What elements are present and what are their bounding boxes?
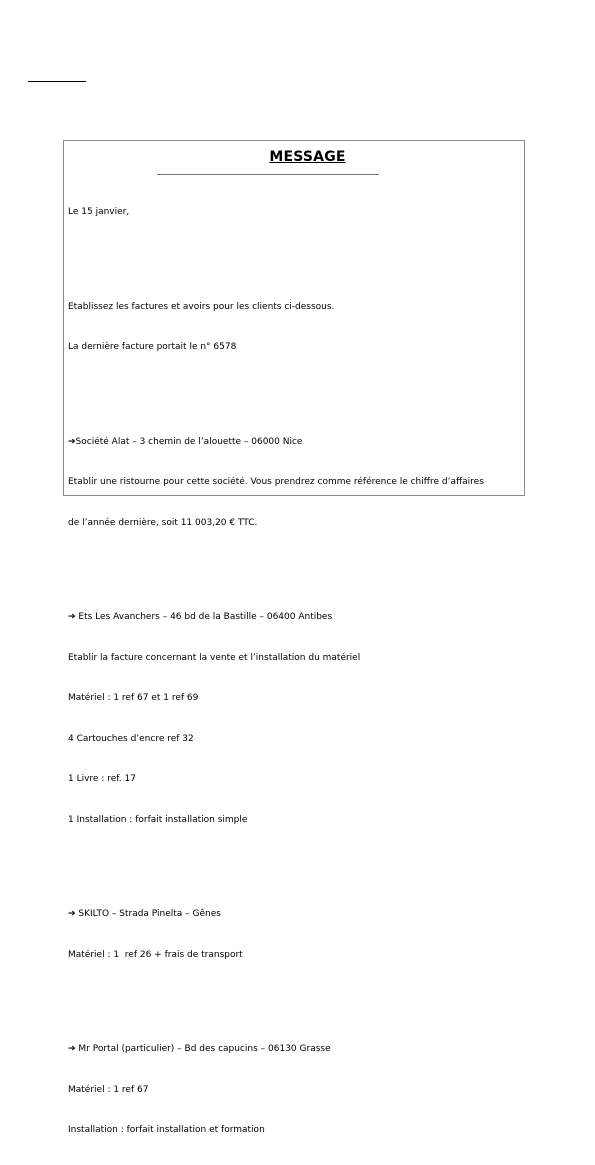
client-portal-line: Matériel : 1 ref 67 <box>68 1084 149 1095</box>
client-alat-line: Etablir une ristourne pour cette société. Vous prendrez comme référence le chiffre d’affaires <box>68 477 484 487</box>
spacer <box>68 854 522 868</box>
spacer <box>68 382 522 396</box>
client-portal-line: Installation : forfait installation et formation <box>68 1125 265 1135</box>
client-avanchers-heading: ➔ Ets Les Avanchers – 46 bd de la Bastille – 06400 Antibes <box>68 612 333 622</box>
spacer <box>68 989 522 1003</box>
intro-line: La dernière facture portait le n° 6578 <box>68 342 237 352</box>
client-skilto-line: Matériel : 1 ref 26 + frais de transport <box>68 949 243 960</box>
client-avanchers-line: 1 Installation : forfait installation simple <box>68 814 248 825</box>
client-avanchers-line: Matériel : 1 ref 67 et 1 ref 69 <box>68 693 199 703</box>
message-box <box>63 140 525 1135</box>
top-rule <box>28 81 86 82</box>
message-content <box>68 179 522 1165</box>
message-date: Le 15 janvier, <box>68 207 130 217</box>
client-alat-line: de l’année dernière, soit 11 003,20 € TTC. <box>68 517 258 528</box>
title-rule <box>157 174 379 175</box>
client-alat-heading: ➔Société Alat – 3 chemin de l’alouette – 06000 Nice <box>68 436 303 447</box>
spacer <box>68 247 522 261</box>
client-portal-heading: ➔ Mr Portal (particulier) – Bd des capucins – 06130 Grasse <box>68 1044 331 1054</box>
client-avanchers-line: Etablir la facture concernant la vente et l’installation du matériel <box>68 652 361 663</box>
client-skilto-heading: ➔ SKILTO – Strada Pinelta – Gênes <box>68 909 221 919</box>
spacer <box>68 557 522 571</box>
client-avanchers-line: 4 Cartouches d’encre ref 32 <box>68 733 194 744</box>
client-avanchers-line: 1 Livre : ref. 17 <box>68 774 136 784</box>
intro-line: Etablissez les factures et avoirs pour les clients ci-dessous. <box>68 301 335 312</box>
message-title: MESSAGE <box>269 149 346 165</box>
